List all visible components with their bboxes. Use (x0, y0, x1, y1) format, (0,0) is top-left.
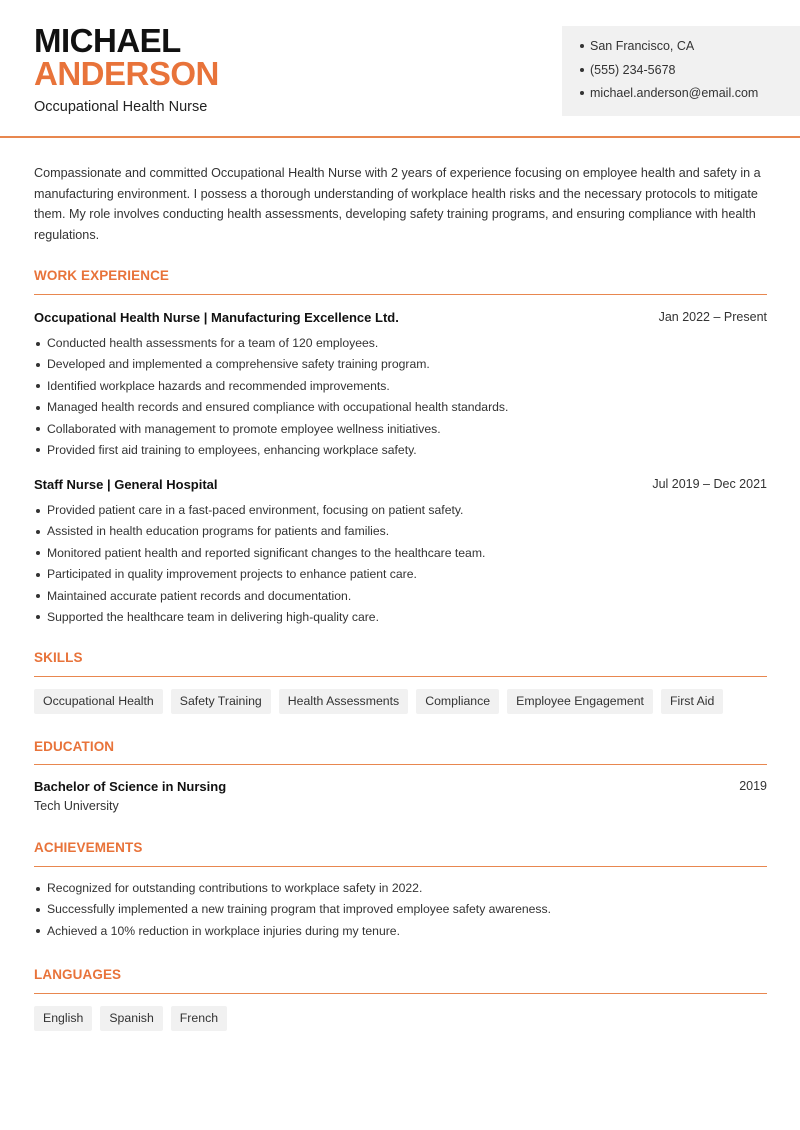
job-bullet-list (34, 335, 767, 463)
list-item: Provided first aid training to employees, enhancing workplace safety. (34, 442, 767, 458)
list-item: Participated in quality improvement projects to enhance patient care. (34, 566, 767, 582)
section-title-languages: LANGUAGES (34, 967, 122, 982)
languages-tag-list (34, 1006, 227, 1031)
job-title: Occupational Health Nurse (34, 99, 208, 115)
list-item: Supported the healthcare team in delivering high-quality care. (34, 609, 767, 625)
section-title-achievements: ACHIEVEMENTS (34, 840, 143, 855)
job-role: Occupational Health Nurse | Manufacturing Excellence Ltd. (34, 310, 399, 325)
list-item: Collaborated with management to promote employee wellness initiatives. (34, 421, 767, 437)
section-title-education: EDUCATION (34, 739, 115, 754)
education-year: 2019 (739, 779, 767, 793)
education-degree: Bachelor of Science in Nursing (34, 779, 227, 794)
contact-email: michael.anderson@email.com (580, 85, 800, 109)
list-item: Provided patient care in a fast-paced environment, focusing on patient safety. (34, 502, 767, 518)
first-name: MICHAEL (34, 22, 181, 59)
achievements-list (34, 880, 767, 944)
job-dates: Jul 2019 – Dec 2021 (652, 477, 767, 491)
job-role: Staff Nurse | General Hospital (34, 477, 218, 492)
list-item: Monitored patient health and reported significant changes to the healthcare team. (34, 545, 767, 561)
language-tag: English (34, 1006, 92, 1031)
list-item: Managed health records and ensured compliance with occupational health standards. (34, 399, 767, 415)
list-item: Identified workplace hazards and recommended improvements. (34, 378, 767, 394)
list-item: Recognized for outstanding contributions to workplace safety in 2022. (34, 880, 767, 896)
skills-tag-list (34, 689, 723, 714)
section-divider (34, 764, 767, 765)
list-item: Conducted health assessments for a team of 120 employees. (34, 335, 767, 351)
education-school: Tech University (34, 799, 119, 813)
contact-box (562, 26, 800, 116)
language-tag: Spanish (100, 1006, 162, 1031)
job-dates: Jan 2022 – Present (658, 310, 767, 324)
skill-tag: Compliance (416, 689, 499, 714)
list-item: Assisted in health education programs for patients and families. (34, 523, 767, 539)
section-divider (34, 993, 767, 994)
list-item: Developed and implemented a comprehensive safety training program. (34, 356, 767, 372)
skill-tag: Employee Engagement (507, 689, 653, 714)
resume-header (0, 0, 800, 138)
skill-tag: Safety Training (171, 689, 271, 714)
skill-tag: Occupational Health (34, 689, 163, 714)
language-tag: French (171, 1006, 227, 1031)
section-divider (34, 294, 767, 295)
section-divider (34, 866, 767, 867)
section-title-skills: SKILLS (34, 650, 83, 665)
section-title-work-experience: WORK EXPERIENCE (34, 268, 170, 283)
job-header (34, 477, 767, 495)
contact-location: San Francisco, CA (580, 38, 800, 62)
list-item: Achieved a 10% reduction in workplace injuries during my tenure. (34, 923, 767, 939)
contact-phone: (555) 234-5678 (580, 62, 800, 86)
summary-text: Compassionate and committed Occupational Health Nurse with 2 years of experience focusing on employee health and safety in a manufacturing environment. I possess a thorough understanding of workplace health risks and the necessary protocols to mitigate them. My role involves conducting health assessments, developing safety training programs, and ensuring compliance with health regulations. (34, 166, 761, 242)
skill-tag: First Aid (661, 689, 723, 714)
list-item: Maintained accurate patient records and documentation. (34, 588, 767, 604)
skill-tag: Health Assessments (279, 689, 408, 714)
job-header (34, 310, 767, 328)
last-name: ANDERSON (34, 55, 219, 92)
job-bullet-list (34, 502, 767, 630)
section-divider (34, 676, 767, 677)
list-item: Successfully implemented a new training program that improved employee safety awareness. (34, 901, 767, 917)
